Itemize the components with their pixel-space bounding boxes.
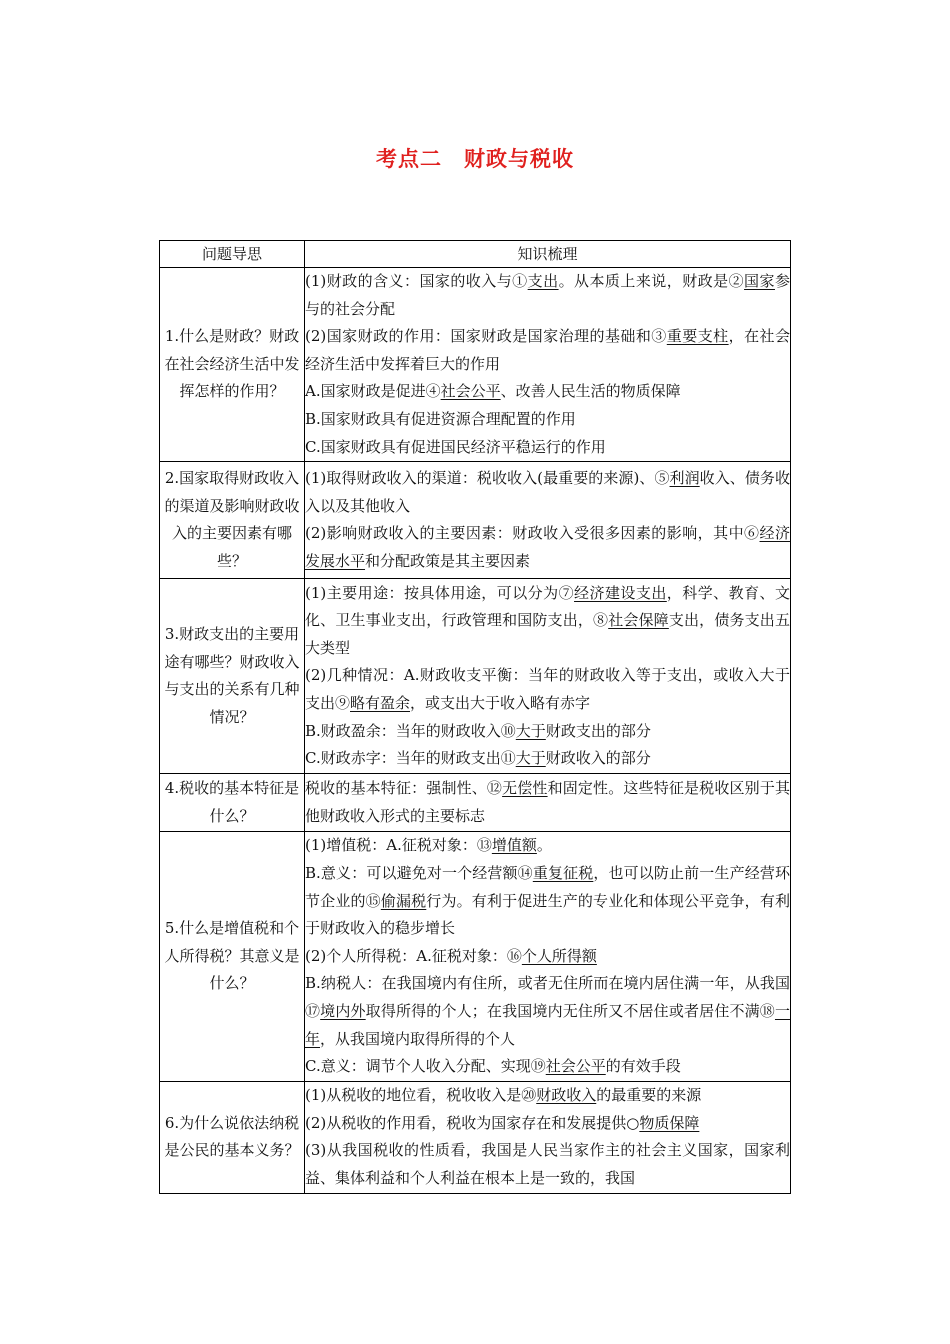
answer-text: 财政支出的部分 xyxy=(545,721,651,740)
answer-blank: 社会公平 xyxy=(440,382,501,401)
question-cell: 3.财政支出的主要用途有哪些？财政收入与支出的关系有几种情况？ xyxy=(160,579,305,774)
answer-paragraph xyxy=(305,268,790,323)
answer-text: B.财政盈余：当年的财政收入⑩ xyxy=(305,721,516,740)
answer-blank: 社会保障 xyxy=(608,611,669,630)
question-cell: 6.为什么说依法纳税是公民的基本义务？ xyxy=(160,1082,305,1193)
answer-paragraph xyxy=(305,745,790,773)
answer-text: ，科学、教育、文化、卫生事业支出，行政管理和国防支出，⑧ xyxy=(305,583,790,630)
answer-text: (2)影响财政收入的主要因素：财政收入受很多因素的影响，其中⑥ xyxy=(305,524,760,543)
answer-blank: 境内外 xyxy=(320,1002,366,1021)
answer-text: ，从我国境内取得所得的个人 xyxy=(320,1029,516,1048)
answer-text: A.国家财政是促进④ xyxy=(305,382,441,401)
header-question-guide: 问题导思 xyxy=(160,241,305,268)
answer-text: 的有效手段 xyxy=(605,1057,681,1076)
table-row xyxy=(160,832,791,1082)
answer-blank: 增值额 xyxy=(491,836,537,855)
answer-blank: 重复征税 xyxy=(532,864,594,883)
answer-paragraph xyxy=(305,434,790,462)
answer-text: 支出，债务支出五大类型 xyxy=(305,611,790,657)
table-row xyxy=(160,268,791,462)
answer-paragraph xyxy=(305,775,790,830)
answer-text: 的最重要的来源 xyxy=(596,1086,702,1105)
answer-cell xyxy=(305,832,791,1082)
answer-cell xyxy=(305,774,791,832)
header-knowledge-summary: 知识梳理 xyxy=(305,241,791,268)
answer-cell xyxy=(305,579,791,774)
answer-text: (2)个人所得税：A.征税对象：⑯ xyxy=(305,946,522,965)
answer-blank: 偷漏税 xyxy=(380,891,427,910)
answer-text: B.纳税人：在我国境内有住所，或者无住所而在境内居住满一年，从我国⑰ xyxy=(305,974,790,1021)
answer-text: (1)财政的含义：国家的收入与① xyxy=(305,272,528,290)
answer-paragraph xyxy=(305,378,790,406)
answer-blank: 无偿性 xyxy=(502,779,548,798)
answer-text: B.国家财政具有促进资源合理配置的作用 xyxy=(305,409,576,428)
answer-blank: 略有盈余 xyxy=(350,693,411,712)
answer-paragraph xyxy=(305,1137,790,1192)
answer-text: (2)国家财政的作用：国家财政是国家治理的基础和③ xyxy=(305,327,667,346)
answer-text: (1)主要用途：按具体用途，可以分为⑦ xyxy=(305,583,575,602)
answer-text: ，也可以防止前一生产经营环节企业的⑮ xyxy=(305,864,790,910)
table-row xyxy=(160,579,791,774)
answer-text: (2)几种情况：A.财政收支平衡：当年的财政收入等于支出，或收入大于支出⑨ xyxy=(305,666,790,712)
answer-text: 参与的社会分配 xyxy=(305,272,790,318)
question-cell: 2.国家取得财政收入的渠道及影响财政收入的主要因素有哪些？ xyxy=(160,462,305,579)
answer-text: 取得所得的个人；在我国境内无住所又不居住或者居住不满⑱ xyxy=(365,1002,775,1021)
answer-cell xyxy=(305,268,791,462)
answer-paragraph xyxy=(305,465,790,520)
answer-text: (2)从税收的作用看，税收为国家存在和发展提供○ xyxy=(305,1113,640,1132)
answer-paragraph xyxy=(305,943,790,971)
answer-paragraph xyxy=(305,580,790,663)
answer-text: 收入、债务收入以及其他收入 xyxy=(305,468,790,515)
answer-paragraph xyxy=(305,662,790,717)
answer-text: (1)增值税：A.征税对象：⑬ xyxy=(305,836,492,855)
answer-blank: 个人所得额 xyxy=(521,946,597,965)
answer-blank: 物质保障 xyxy=(639,1113,700,1132)
answer-text: (3)从我国税收的性质看，我国是人民当家作主的社会主义国家，国家利益、集体利益和个人利益在根本上是一致的，我国 xyxy=(305,1141,790,1187)
answer-paragraph xyxy=(305,406,790,434)
answer-paragraph xyxy=(305,1082,790,1110)
answer-text: C.财政赤字：当年的财政支出⑪ xyxy=(305,749,516,768)
question-cell: 4.税收的基本特征是什么？ xyxy=(160,774,305,832)
answer-text: 。从本质上来说，财政是② xyxy=(558,272,745,290)
answer-paragraph xyxy=(305,520,790,575)
answer-blank: 利润 xyxy=(669,468,700,487)
answer-text: 和分配政策是其主要因素 xyxy=(365,551,531,570)
answer-cell xyxy=(305,462,791,579)
answer-text: 、改善人民生活的物质保障 xyxy=(500,382,681,401)
answer-text: (1)取得财政收入的渠道：税收收入(最重要的来源)、⑤ xyxy=(305,468,670,487)
answer-text: C.国家财政具有促进国民经济平稳运行的作用 xyxy=(305,437,606,456)
answer-text: 财政收入的部分 xyxy=(545,749,651,768)
answer-blank: 国家 xyxy=(744,272,775,290)
answer-text: B.意义：可以避免对一个经营额⑭ xyxy=(305,864,533,883)
table-row xyxy=(160,462,791,579)
answer-text: (1)从税收的地位看，税收收入是⑳ xyxy=(305,1086,537,1105)
page-title: 考点二 财政与税收 xyxy=(376,147,574,171)
table-row xyxy=(160,774,791,832)
answer-paragraph xyxy=(305,323,790,378)
table-row xyxy=(160,1082,791,1193)
answer-text: 税收的基本特征：强制性、⑫ xyxy=(305,779,503,798)
answer-text: 。 xyxy=(536,836,552,855)
answer-paragraph xyxy=(305,832,790,860)
answer-blank: 社会公平 xyxy=(545,1057,606,1076)
answer-text: 行为。有利于促进生产的专业化和体现公平竞争，有利于财政收入的稳步增长 xyxy=(305,891,790,938)
answer-paragraph xyxy=(305,860,790,943)
answer-cell xyxy=(305,1082,791,1193)
answer-blank: 大于 xyxy=(515,721,546,740)
answer-blank: 一年 xyxy=(305,1002,790,1048)
answer-paragraph xyxy=(305,718,790,746)
table-header-row xyxy=(160,241,791,268)
answer-paragraph xyxy=(305,970,790,1053)
answer-blank: 重要支柱 xyxy=(666,327,729,346)
answer-text: ，或支出大于收入略有赤字 xyxy=(410,693,591,712)
answer-text: ，在社会经济生活中发挥着巨大的作用 xyxy=(305,327,790,373)
answer-blank: 支出 xyxy=(527,272,559,290)
question-cell: 5.什么是增值税和个人所得税？其意义是什么？ xyxy=(160,832,305,1082)
answer-text: C.意义：调节个人收入分配、实现⑲ xyxy=(305,1057,546,1076)
answer-blank: 经济发展水平 xyxy=(305,524,790,570)
answer-text: 和固定性。这些特征是税收区别于其他财政收入形式的主要标志 xyxy=(305,779,790,825)
answer-blank: 财政收入 xyxy=(536,1086,597,1105)
knowledge-table xyxy=(159,240,791,1194)
answer-paragraph xyxy=(305,1053,790,1081)
answer-paragraph xyxy=(305,1110,790,1138)
answer-blank: 经济建设支出 xyxy=(574,583,667,602)
answer-blank: 大于 xyxy=(515,749,546,768)
question-cell: 1.什么是财政？财政在社会经济生活中发挥怎样的作用？ xyxy=(160,268,305,462)
